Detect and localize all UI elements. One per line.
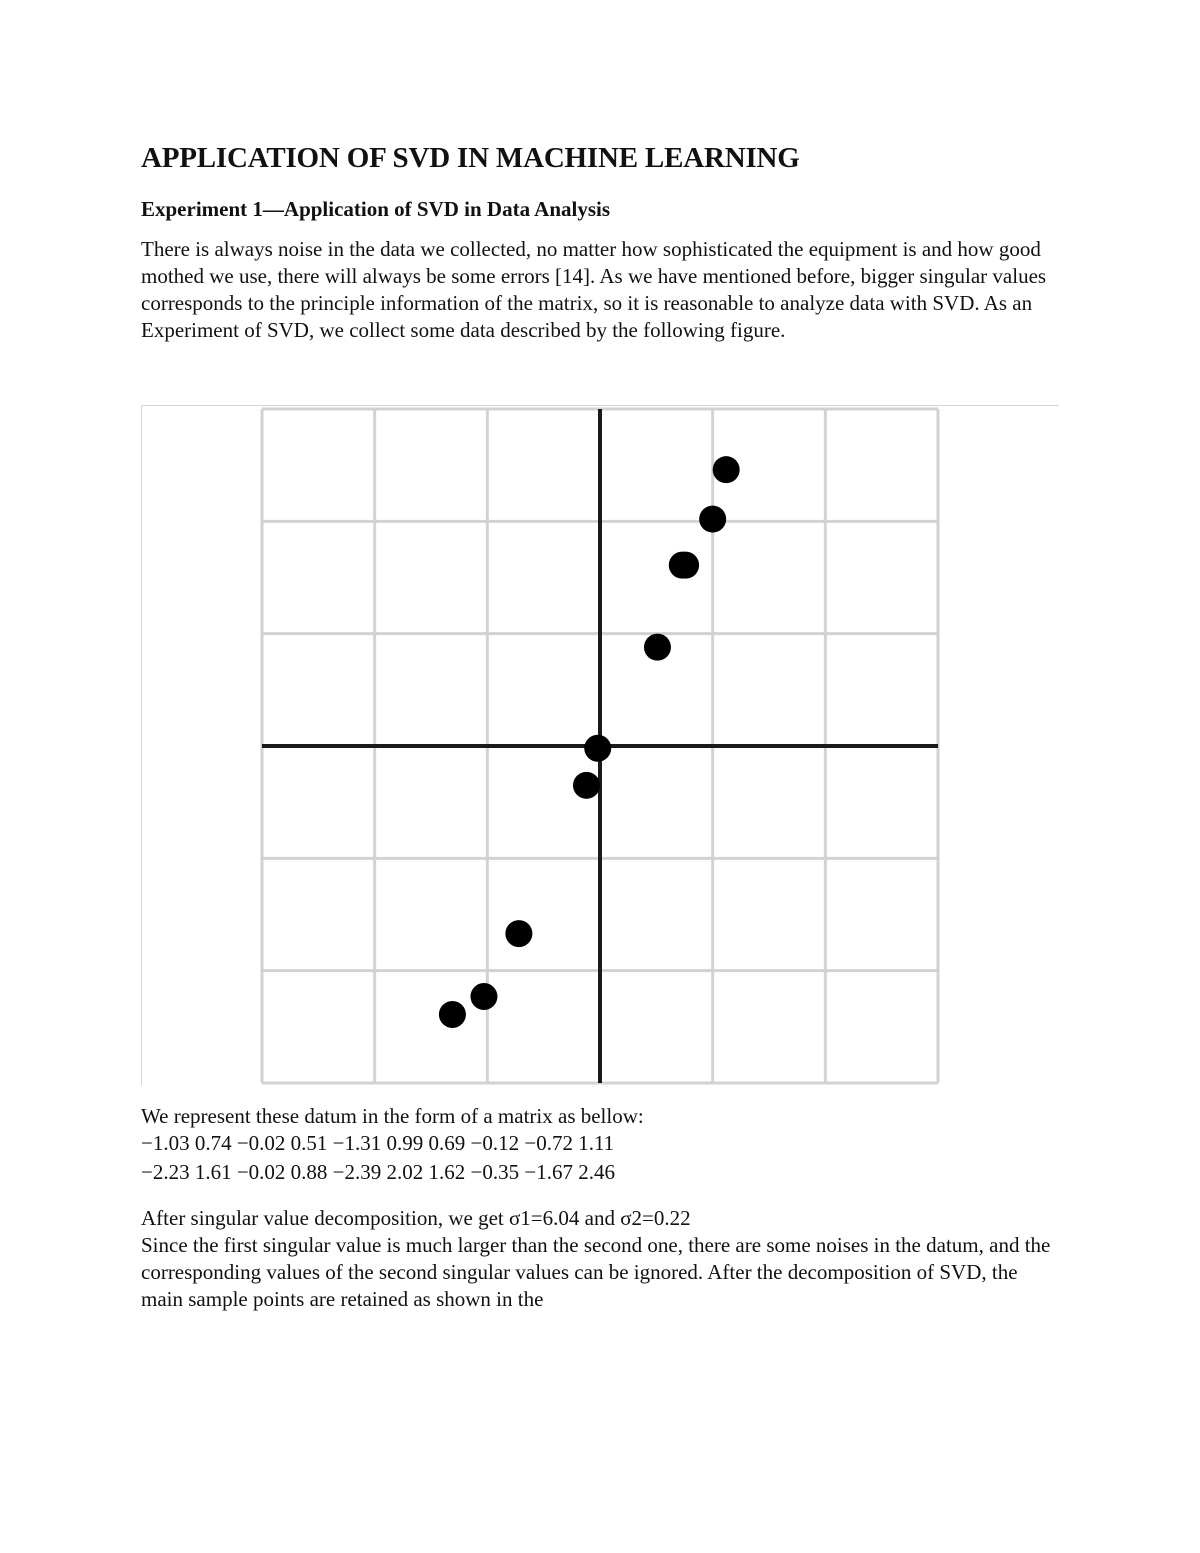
data-point — [505, 920, 532, 947]
data-point — [713, 456, 740, 483]
matrix-row-2: −2.23 1.61 −0.02 0.88 −2.39 2.02 1.62 −0.35 −1.67 2.46 — [141, 1160, 615, 1184]
conclusion-paragraph: Since the first singular value is much larger than the second one, there are some noises in the datum, and the corresponding values of the second singular values can be ignored. After the decomposition of SVD, the main sample points are retained as shown in the — [141, 1233, 1051, 1311]
data-point — [672, 552, 699, 579]
data-point — [573, 772, 600, 799]
matrix-intro: We represent these datum in the form of a matrix as bellow: — [141, 1104, 644, 1128]
data-point — [584, 735, 611, 762]
data-point — [699, 506, 726, 533]
data-point — [439, 1001, 466, 1028]
data-point — [644, 634, 671, 661]
intro-paragraph: There is always noise in the data we collected, no matter how sophisticated the equipment is and how good mothed we use, there will always be some errors [14]. As we have mentioned before, bigger singular values corresponds to the principle information of the matrix, so it is reasonable to analyze data with SVD. As an Experiment of SVD, we collect some data described by the following figure. — [141, 237, 1047, 342]
svd-result: After singular value decomposition, we get σ1=6.04 and σ2=0.22 — [141, 1206, 691, 1230]
section-subtitle: Experiment 1—Application of SVD in Data Analysis — [141, 197, 611, 221]
scatter-chart — [260, 407, 940, 1085]
data-point — [470, 983, 497, 1010]
chart-points — [439, 456, 740, 1028]
page-title: APPLICATION OF SVD IN MACHINE LEARNING — [141, 142, 800, 174]
matrix-row-1: −1.03 0.74 −0.02 0.51 −1.31 0.99 0.69 −0.12 −0.72 1.11 — [141, 1131, 615, 1155]
